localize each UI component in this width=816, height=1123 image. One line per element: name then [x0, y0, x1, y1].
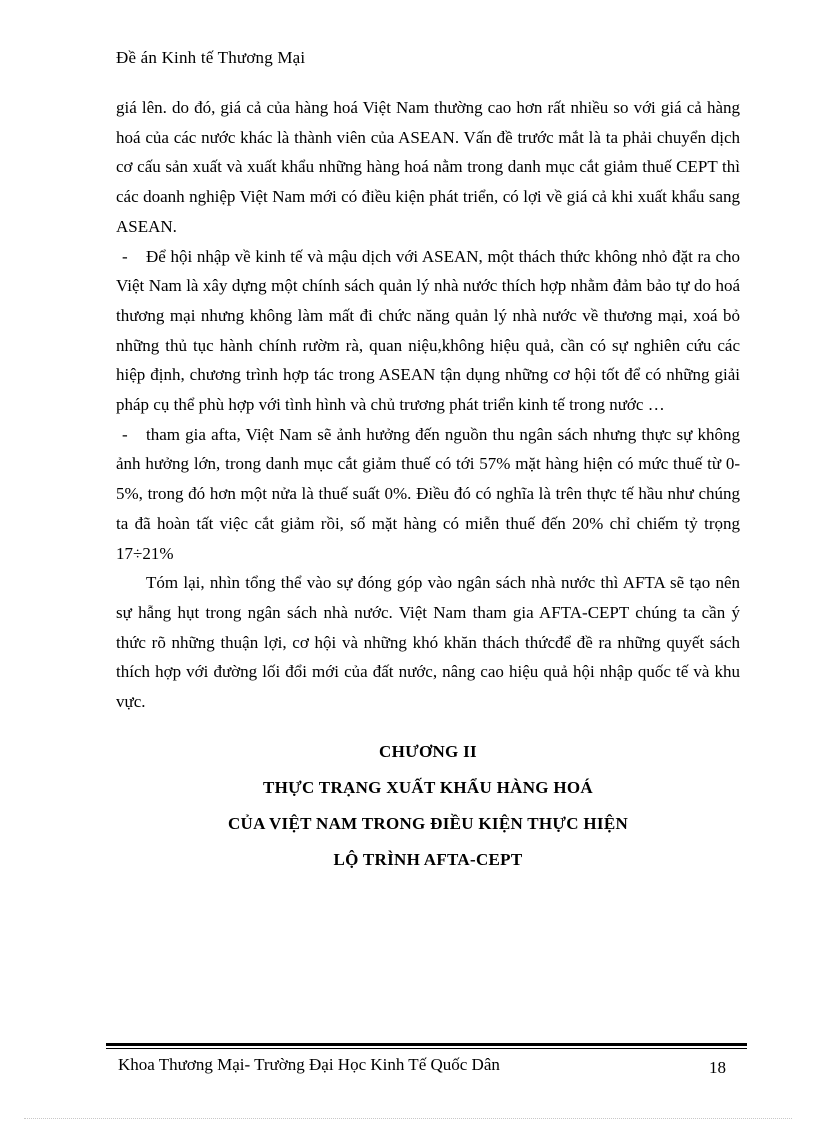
chapter-title-line-3: LỘ TRÌNH AFTA-CEPT	[333, 850, 523, 869]
chapter-heading	[116, 734, 740, 878]
footer-rule-thick	[106, 1043, 747, 1046]
bullet-text-2: tham gia afta, Việt Nam sẽ ảnh hưởng đến nguồn thu ngân sách nhưng thực sự không ảnh hưởng lớn, trong danh mục cắt giảm thuế có tới 57% mặt hàng hiện có mức thuế từ 0-5%, trong đó hơn một nửa là thuế suất 0%. Điều đó có nghĩa là trên thực tế hầu như chúng ta đã hoàn tất việc cắt giảm rồi, số mặt hàng có miễn thuế đến 20% chỉ chiếm tỷ trọng 17÷21%	[116, 424, 740, 563]
chapter-title-line-2: CỦA VIỆT NAM TRONG ĐIỀU KIỆN THỰC HIỆN	[227, 814, 629, 833]
chapter-title-line-1: THỰC TRẠNG XUẤT KHẨU HÀNG HOÁ	[263, 778, 593, 797]
body-text	[116, 93, 740, 717]
bullet-text-1: Để hội nhập về kinh tế và mậu dịch với ASEAN, một thách thức không nhỏ đặt ra cho Việt Nam là xây dựng một chính sách quản lý nhà nước thích hợp nhằm đảm bảo tự do hoá thương mại nhưng không làm mất đi chức năng quản lý nhà nước về thương mại, xoá bỏ những thủ tục hành chính rườm rà, quan niệu,không hiệu quả, cần có sự nghiên cứu các hiệp định, chương trình hợp tác trong ASEAN tận dụng những cơ hội tốt để có những giải pháp cụ thể phù hợp với tình hình và chủ trương phát triển kinh tế trong nước …	[116, 246, 740, 415]
chapter-number: CHƯƠNG II	[379, 742, 477, 761]
page-header: Đề án Kinh tế Thương Mại	[116, 48, 306, 67]
paragraph-summary: Tóm lại, nhìn tổng thể vào sự đóng góp vào ngân sách nhà nước thì AFTA sẽ tạo nên sự hẫng hụt trong ngân sách nhà nước. Việt Nam tham gia AFTA-CEPT chúng ta cần ý thức rõ những thuận lợi, cơ hội và những khó khăn thách thứcđể đề ra những quyết sách thích hợp với đường lối đổi mới của đất nước, nâng cao hiệu quả hội nhập quốc tế và khu vực.	[116, 573, 740, 712]
bullet-marker: -	[122, 246, 128, 266]
footer-text: Khoa Thương Mại- Trường Đại Học Kinh Tế Quốc Dân	[118, 1055, 500, 1074]
paragraph-continuation: giá lên. do đó, giá cả của hàng hoá Việt Nam thường cao hơn rất nhiều so với giá cả hàng hoá của các nước khác là thành viên của ASEAN. Vấn đề trước mắt là ta phải chuyển dịch cơ cấu sản xuất và xuất khẩu những hàng hoá nằm trong danh mục cắt giảm thuế CEPT thì các doanh nghiệp Việt Nam mới có điều kiện phát triển, có lợi về giá cả khi xuất khẩu sang ASEAN.	[116, 98, 740, 236]
page-edge-divider	[24, 1118, 792, 1119]
bullet-marker: -	[122, 424, 128, 444]
bullet-item-2	[116, 420, 740, 569]
footer-rule-thin	[106, 1048, 747, 1049]
bullet-item-1	[116, 242, 740, 420]
page-number: 18	[709, 1058, 726, 1077]
